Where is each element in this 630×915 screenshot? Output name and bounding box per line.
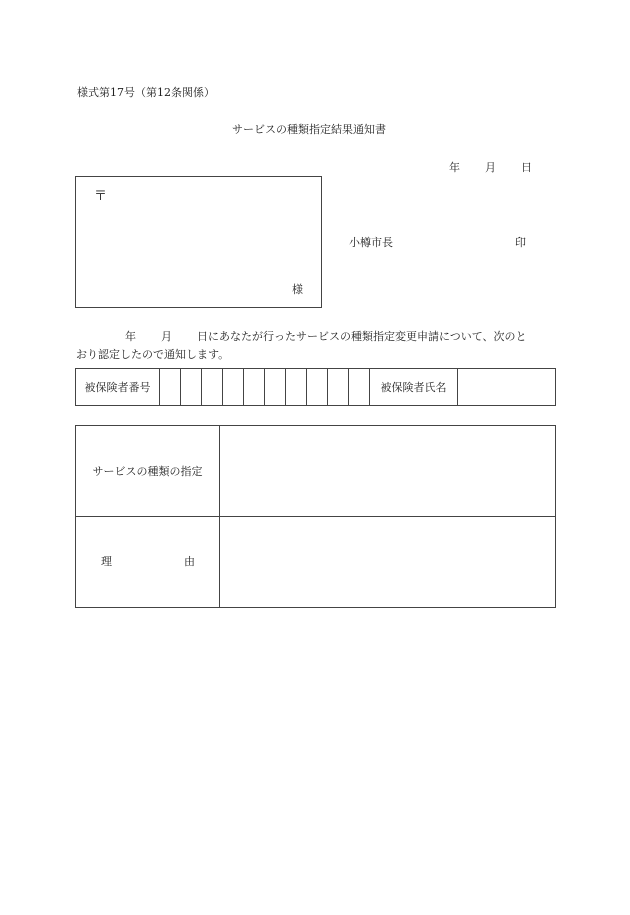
insured-number-digit[interactable] [244, 369, 265, 406]
reason-label-right: 由 [184, 555, 195, 568]
insured-number-digit[interactable] [265, 369, 286, 406]
date-year-label: 年 [449, 161, 460, 174]
insured-name-label: 被保険者氏名 [370, 369, 458, 406]
result-table [75, 425, 556, 608]
insured-number-digit[interactable] [328, 369, 349, 406]
reason-label-cell [76, 517, 220, 608]
insured-number-digit[interactable] [286, 369, 307, 406]
reason-row [76, 517, 556, 608]
reason-label-left: 理 [101, 555, 112, 568]
issuer-seal: 印 [515, 236, 526, 249]
date-day-label: 日 [521, 161, 532, 174]
service-type-label: サービスの種類の指定 [76, 426, 220, 517]
recipient-honorific: 様 [292, 283, 303, 296]
date-month-label: 月 [485, 161, 496, 174]
insured-number-digit[interactable] [202, 369, 223, 406]
reason-value[interactable] [220, 517, 556, 608]
document-title: サービスの種類指定結果通知書 [232, 123, 386, 136]
form-number: 様式第17号（第12条関係） [77, 86, 215, 99]
insured-number-digit[interactable] [181, 369, 202, 406]
issuer-name: 小樽市長 [349, 236, 393, 249]
service-type-value[interactable] [220, 426, 556, 517]
body-text-line2: おり認定したので通知します。 [76, 348, 230, 361]
service-type-row [76, 426, 556, 517]
postal-mark: 〒 [94, 189, 108, 204]
insured-number-digit[interactable] [349, 369, 370, 406]
body-month-label: 月 [161, 330, 172, 343]
insured-name-field[interactable] [458, 369, 556, 406]
insured-number-label: 被保険者番号 [76, 369, 160, 406]
recipient-address-box [75, 176, 322, 308]
insured-number-digit[interactable] [307, 369, 328, 406]
insured-number-digit[interactable] [160, 369, 181, 406]
insured-info-table [75, 368, 556, 406]
body-text-line1: 日にあなたが行ったサービスの種類指定変更申請について、次のと [197, 330, 527, 343]
insured-number-digit[interactable] [223, 369, 244, 406]
body-year-label: 年 [125, 330, 136, 343]
insured-info-row [76, 369, 556, 406]
